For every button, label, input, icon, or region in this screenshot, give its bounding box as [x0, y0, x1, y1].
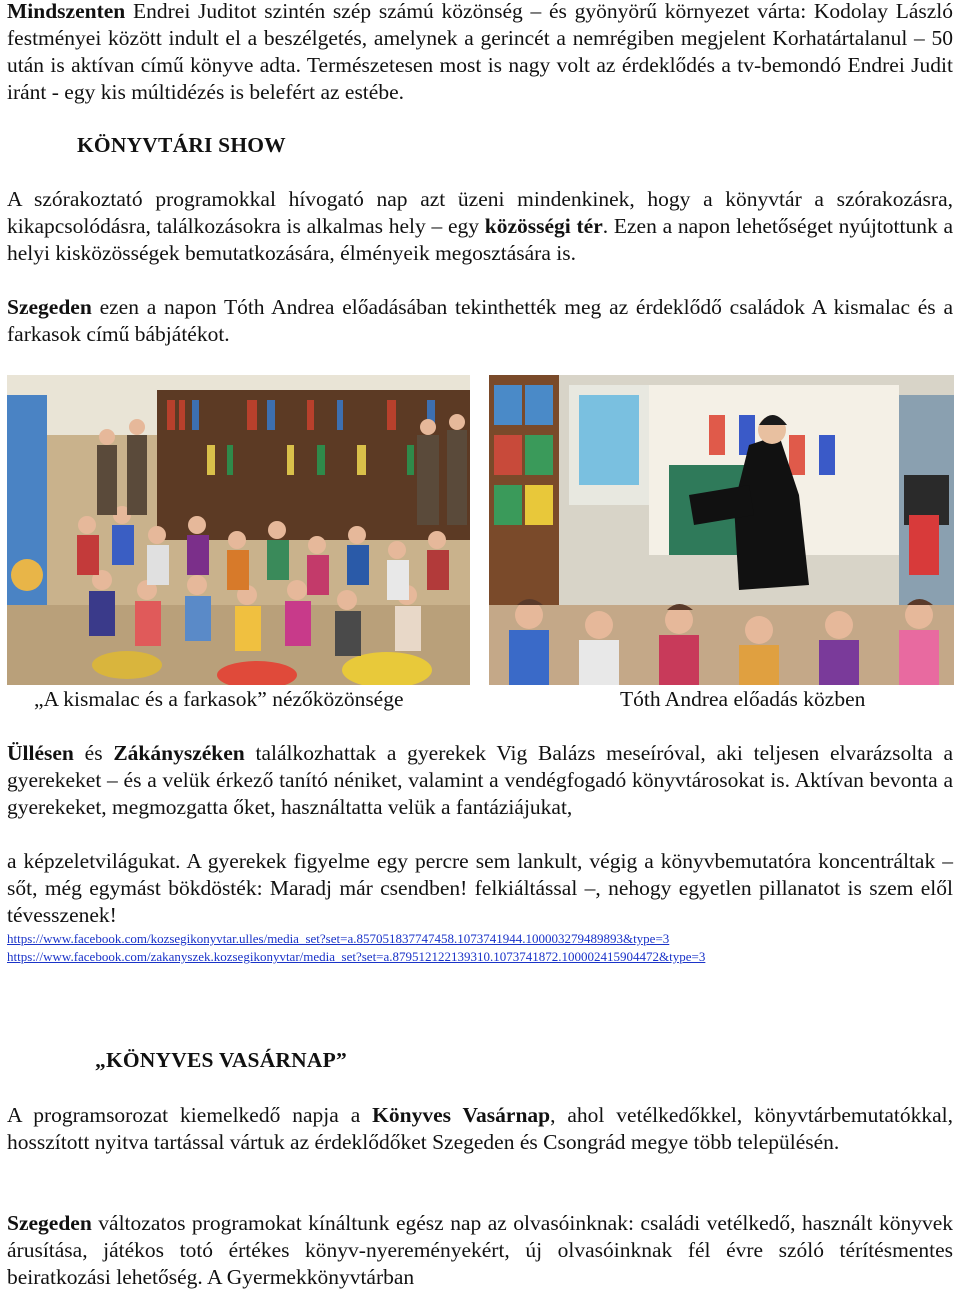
- show-text-2: . Ezen a napon lehetőséget nyújtottunk a helyi kisközösségek bemutatkozására, élményeik megosztására is.: [7, 214, 953, 265]
- paragraph-szeged-programs: [7, 1210, 953, 1291]
- link-facebook-zakanyszek[interactable]: https://www.facebook.com/zakanyszek.kozsegikonyvtar/media_set?set=a.879512122139310.1073741872.100002415904472&type=3: [7, 949, 706, 964]
- ulles-text-2: találkozhattak a gyerekek Vig Balázs meseíróval, aki teljesen elvarázsolta a gyerekeket – és a velük érkező tanító néniket, valamint a vendégfogadó könyvtárosokat is. Aktívan bevonta a gyerekeket, megmozgatta őket, használtatta velük a fantáziájukat,: [7, 741, 953, 819]
- paragraph-konyvtari-show: [7, 186, 953, 267]
- photo-audience: [7, 375, 470, 685]
- konyves-vasarnap-bold: Könyves Vasárnap: [372, 1103, 551, 1127]
- kozossegi-ter: közösségi tér: [484, 214, 603, 238]
- heading-konyvtari-show: KÖNYVTÁRI SHOW: [77, 133, 286, 157]
- vasarnap-text-1: A programsorozat kiemelkedő napja a: [7, 1103, 373, 1127]
- place-ulles: Üllésen: [7, 741, 74, 765]
- paragraph-ulles-zakanyszek: [7, 740, 953, 821]
- place-szeged-2: Szegeden: [7, 1211, 92, 1235]
- paragraph-szeged-babjatek: [7, 294, 953, 348]
- paragraph-mindszent-text: Endrei Juditot szintén szép számú közönség – és gyönyörű környezet várta: Kodolay László festményei között indult el a beszélgetés, amelynek a gerincét a nemrégiben megjelent Korhatártalanul – 50 után is aktívan című könyve adta. Természetesen most is nagy volt az érdeklődés a tv-bemondó Endrei Judit iránt - egy kis múltidézés is belefért az estébe.: [7, 0, 953, 104]
- caption-audience: „A kismalac és a farkasok” nézőközönsége: [34, 687, 404, 711]
- link-facebook-ulles[interactable]: https://www.facebook.com/kozsegikonyvtar.ulles/media_set?set=a.857051837747458.1073741944.100003279489893&type=3: [7, 931, 670, 946]
- place-mindszent: Mindszenten: [7, 0, 126, 23]
- photo-audience-image: [7, 375, 470, 685]
- paragraph-konyves-vasarnap: [7, 1102, 953, 1156]
- show-text-1: A szórakoztató programokkal hívogató nap azt üzeni mindenkinek, hogy a könyvtár a szórakozásra, kikapcsolódásra, találkozásokra is alkalmas hely – egy: [7, 187, 953, 238]
- caption-performance: Tóth Andrea előadás közben: [620, 687, 866, 711]
- place-szeged: Szegeden: [7, 295, 92, 319]
- photo-performance-image: [489, 375, 954, 685]
- ulles-text-1: és: [73, 741, 114, 765]
- szeged-programs-text: változatos programokat kínáltunk egész nap az olvasóinknak: családi vetélkedő, használt könyvek árusítása, játékos totó értékes könyv-nyereményekért, új olvasóinknak fél évre szóló térítésmentes beiratkozási lehetőség. A Gyermekkönyvtárban: [7, 1211, 953, 1289]
- photo-performance: [489, 375, 954, 685]
- vasarnap-text-2: , ahol vetélkedőkkel, könyvtárbemutatókkal, hosszított nyitva tartással vártuk az érdeklődőket Szegeden és Csongrád megye több településén.: [7, 1103, 953, 1154]
- paragraph-mindszent: [7, 0, 953, 106]
- heading-konyves-vasarnap: „KÖNYVES VASÁRNAP”: [95, 1048, 347, 1072]
- paragraph-ulles-continued: a képzeletvilágukat. A gyerekek figyelme egy percre sem lankult, végig a könyvbemutatóra koncentráltak – sőt, még egymást bökdösték: Maradj már csendben! felkiáltással –, nehogy egyetlen pillanatot is szem elől tévesszenek!: [7, 849, 953, 927]
- place-zakanyszek: Zákányszéken: [113, 741, 245, 765]
- szeged-text: ezen a napon Tóth Andrea előadásában tekinthették meg az érdeklődő családok A kismalac és a farkasok című bábjátékot.: [7, 295, 953, 346]
